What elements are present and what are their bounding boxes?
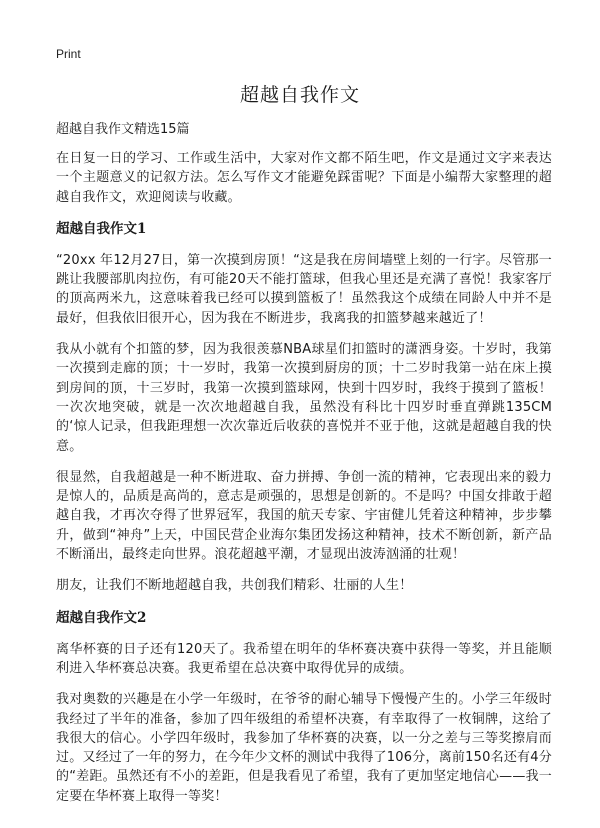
essay-section-1 [56,219,552,596]
intro-paragraph: 在日复一日的学习、工作或生活中，大家对作文都不陌生吧，作文是通过文字来表达一个主题意义的记叙方法。怎么写作文才能避免踩雷呢？下面是小编帮大家整理的超越自我作文，欢迎阅读与收藏。 [56,151,552,205]
section-2-paragraph-2: 我对奥数的兴趣是在小学一年级时，在爷爷的耐心辅导下慢慢产生的。小学三年级时我经过了半年的准备，参加了四年级组的希望杯决赛，有幸取得了一枚铜牌，这给了我很大的信心。小学四年级时，我参加了华杯赛的决赛，以一分之差与三等奖擦肩而过。又经过了一年的努力，在今年少文杯的测试中我得了106分，离前150名还有4分的“差距。虽然还有不小的差距，但是我看见了希望，我有了更加坚定地信心——我一定要在华杯赛上取得一等奖！ [56,692,552,804]
section-1-paragraph-4: 朋友，让我们不断地超越自我，共创我们精彩、壮丽的人生！ [56,578,413,594]
section-heading: 超越自我作文1 [56,220,147,237]
section-1-paragraph-1: “20xx 年12月27日，第一次摸到房顶！“这是我在房间墙壁上刻的一行字。尽管那一跳让我腰部肌肉拉伤，有可能20天不能打篮球，但我心里还是充满了喜悦！我家客厅的顶高两米九，这意味着我已经可以摸到篮板了！虽然我这个成绩在同龄人中并不是最好，但我依旧很开心，因为我在不断进步，我离我的扣篮梦越来越近了！ [56,252,552,326]
page-title: 超越自我作文 [239,84,360,106]
essay-section-2 [56,608,552,806]
section-2-paragraph-1: 离华杯赛的日子还有120天了。我希望在明年的华杯赛决赛中获得一等奖，并且能顺利进入华杯赛总决赛。我更希望在总决赛中取得优异的成绩。 [56,641,552,676]
section-1-paragraph-3: 很显然，自我超越是一种不断进取、奋力拼搏、争创一流的精神，它表现出来的毅力是惊人的，品质是高尚的，意志是顽强的，思想是创新的。不是吗？中国女排敢于超越自我，才再次夺得了世界冠军，我国的航天专家、宇宙健儿凭着这种精神，步步攀升，做到“神舟”上天，中国民营企业海尔集团发扬这种精神，技术不断创新，新产品不断涌出，最终走向世界。浪花超越平潮，才显现出波涛汹涌的壮观！ [56,469,552,563]
document-body [56,120,552,818]
section-heading: 超越自我作文2 [56,609,147,626]
print-link[interactable]: Print [56,47,81,61]
document-subtitle: 超越自我作文精选15篇 [56,122,190,137]
section-1-paragraph-2: 我从小就有个扣篮的梦，因为我很羡慕NBA球星们扣篮时的潇洒身姿。十岁时，我第一次摸到走廊的顶；十一岁时，我第一次摸到厨房的顶；十二岁时我第一站在床上摸到房间的顶，十三岁时，我第一次摸到篮球网，快到十四岁时，我终于摸到了篮板！一次次地突破，就是一次次地超越自我，虽然没有科比十四岁时垂直弹跳135CM的‘惊人记录，但我距理想一次次靠近后收获的喜悦并不亚于他，这就是超越自我的快意。 [56,342,552,454]
